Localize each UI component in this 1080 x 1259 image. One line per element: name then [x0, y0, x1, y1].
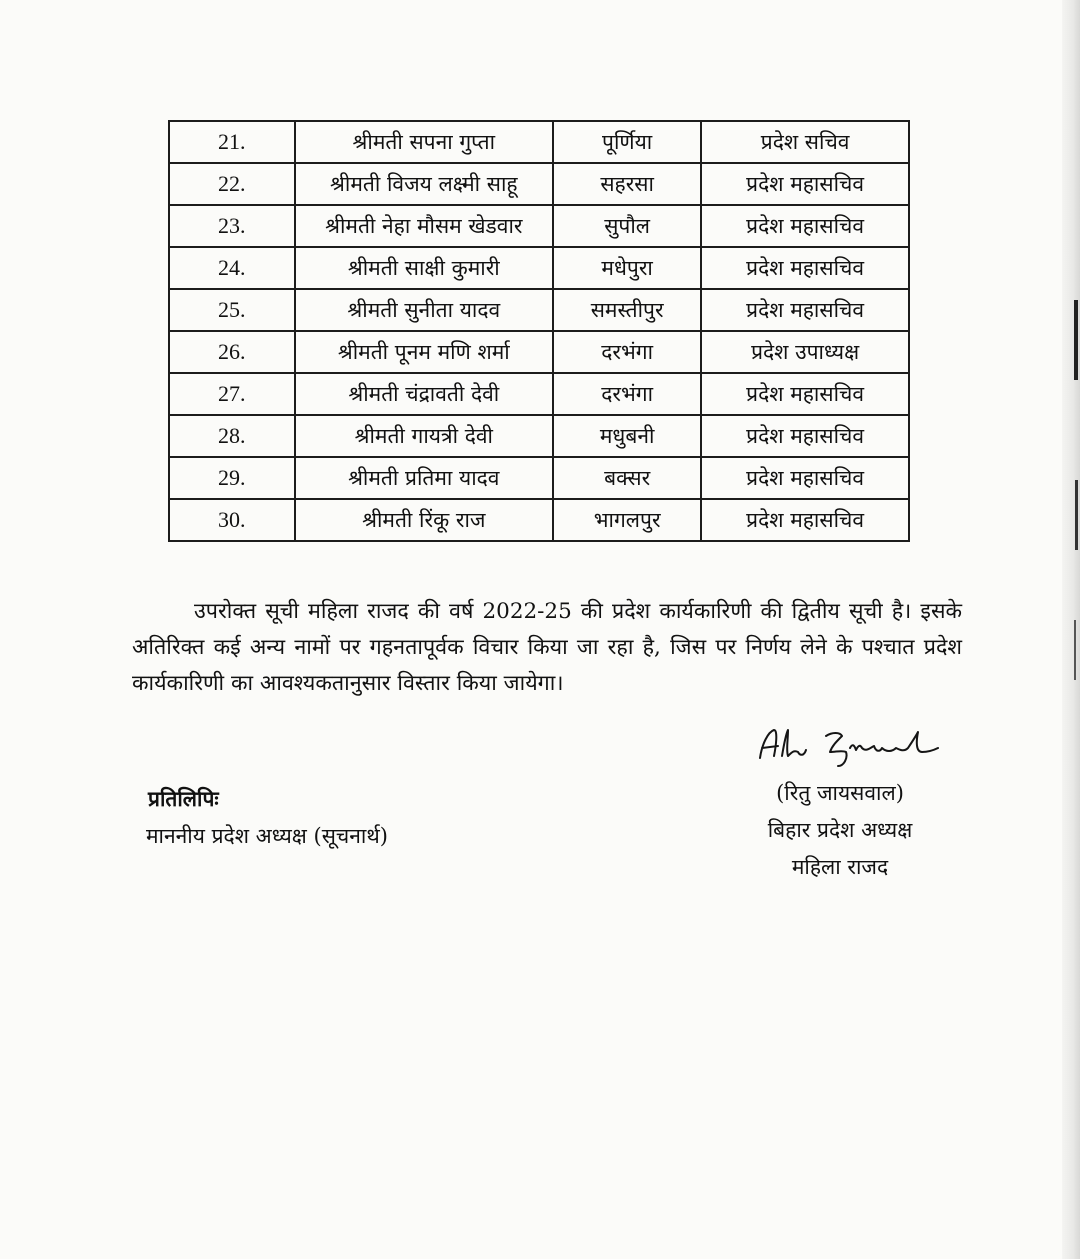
table-row — [169, 247, 909, 289]
district: भागलपुर — [553, 499, 701, 541]
post: प्रदेश महासचिव — [701, 247, 909, 289]
members-table — [168, 120, 910, 542]
edge-mark — [1074, 300, 1078, 380]
member-name: श्रीमती विजय लक्ष्मी साहू — [295, 163, 554, 205]
serial-number: 24. — [169, 247, 295, 289]
district: सहरसा — [553, 163, 701, 205]
serial-number: 21. — [169, 121, 295, 163]
post: प्रदेश महासचिव — [701, 205, 909, 247]
district: मधेपुरा — [553, 247, 701, 289]
post: प्रदेश महासचिव — [701, 415, 909, 457]
signature-stroke — [826, 733, 847, 766]
copy-recipient: माननीय प्रदेश अध्यक्ष (सूचनार्थ) — [146, 824, 388, 848]
post: प्रदेश महासचिव — [701, 373, 909, 415]
member-name: श्रीमती रिंकू राज — [295, 499, 554, 541]
post: प्रदेश सचिव — [701, 121, 909, 163]
table-row — [169, 499, 909, 541]
copy-to-label: प्रतिलिपिः — [148, 786, 219, 811]
post: प्रदेश महासचिव — [701, 457, 909, 499]
signature-stroke — [850, 732, 938, 752]
serial-number: 27. — [169, 373, 295, 415]
edge-mark — [1075, 480, 1078, 550]
body-paragraph — [132, 594, 962, 702]
post: प्रदेश महासचिव — [701, 499, 909, 541]
member-name: श्रीमती पूनम मणि शर्मा — [295, 331, 554, 373]
page-edge-shadow — [1062, 0, 1080, 1259]
handwritten-signature — [752, 722, 952, 768]
serial-number: 28. — [169, 415, 295, 457]
signatory-title: बिहार प्रदेश अध्यक्ष — [767, 818, 913, 842]
table-row — [169, 457, 909, 499]
district: पूर्णिया — [553, 121, 701, 163]
district: दरभंगा — [553, 373, 701, 415]
signatory-name: (रितु जायसवाल) — [776, 781, 904, 805]
serial-number: 23. — [169, 205, 295, 247]
member-name: श्रीमती चंद्रावती देवी — [295, 373, 554, 415]
table-row — [169, 373, 909, 415]
post: प्रदेश महासचिव — [701, 163, 909, 205]
table-row — [169, 121, 909, 163]
district: समस्तीपुर — [553, 289, 701, 331]
serial-number: 30. — [169, 499, 295, 541]
member-name: श्रीमती प्रतिमा यादव — [295, 457, 554, 499]
district: मधुबनी — [553, 415, 701, 457]
member-name: श्रीमती सपना गुप्ता — [295, 121, 554, 163]
serial-number: 29. — [169, 457, 295, 499]
signatory-org: महिला राजद — [791, 855, 889, 879]
serial-number: 26. — [169, 331, 295, 373]
member-name: श्रीमती नेहा मौसम खेडवार — [295, 205, 554, 247]
table-row — [169, 331, 909, 373]
member-name: श्रीमती गायत्री देवी — [295, 415, 554, 457]
post: प्रदेश उपाध्यक्ष — [701, 331, 909, 373]
signatory-block — [740, 775, 940, 886]
district: सुपौल — [553, 205, 701, 247]
table-row — [169, 163, 909, 205]
edge-mark — [1074, 620, 1076, 680]
member-name: श्रीमती साक्षी कुमारी — [295, 247, 554, 289]
table-row — [169, 415, 909, 457]
signature-stroke — [782, 730, 806, 756]
post: प्रदेश महासचिव — [701, 289, 909, 331]
district: दरभंगा — [553, 331, 701, 373]
district: बक्सर — [553, 457, 701, 499]
paragraph-text: उपरोक्त सूची महिला राजद की वर्ष 2022-25 की प्रदेश कार्यकारिणी की द्वितीय सूची है। इसके अतिरिक्त कई अन्य नामों पर गहनतापूर्वक विचार किया जा रहा है, जिस पर निर्णय लेने के पश्चात प्रदेश कार्यकारिणी का आवश्यकतानुसार विस्तार किया जायेगा। — [132, 598, 962, 696]
table-row — [169, 289, 909, 331]
member-name: श्रीमती सुनीता यादव — [295, 289, 554, 331]
serial-number: 25. — [169, 289, 295, 331]
serial-number: 22. — [169, 163, 295, 205]
table-row — [169, 205, 909, 247]
signature-stroke — [760, 730, 778, 758]
